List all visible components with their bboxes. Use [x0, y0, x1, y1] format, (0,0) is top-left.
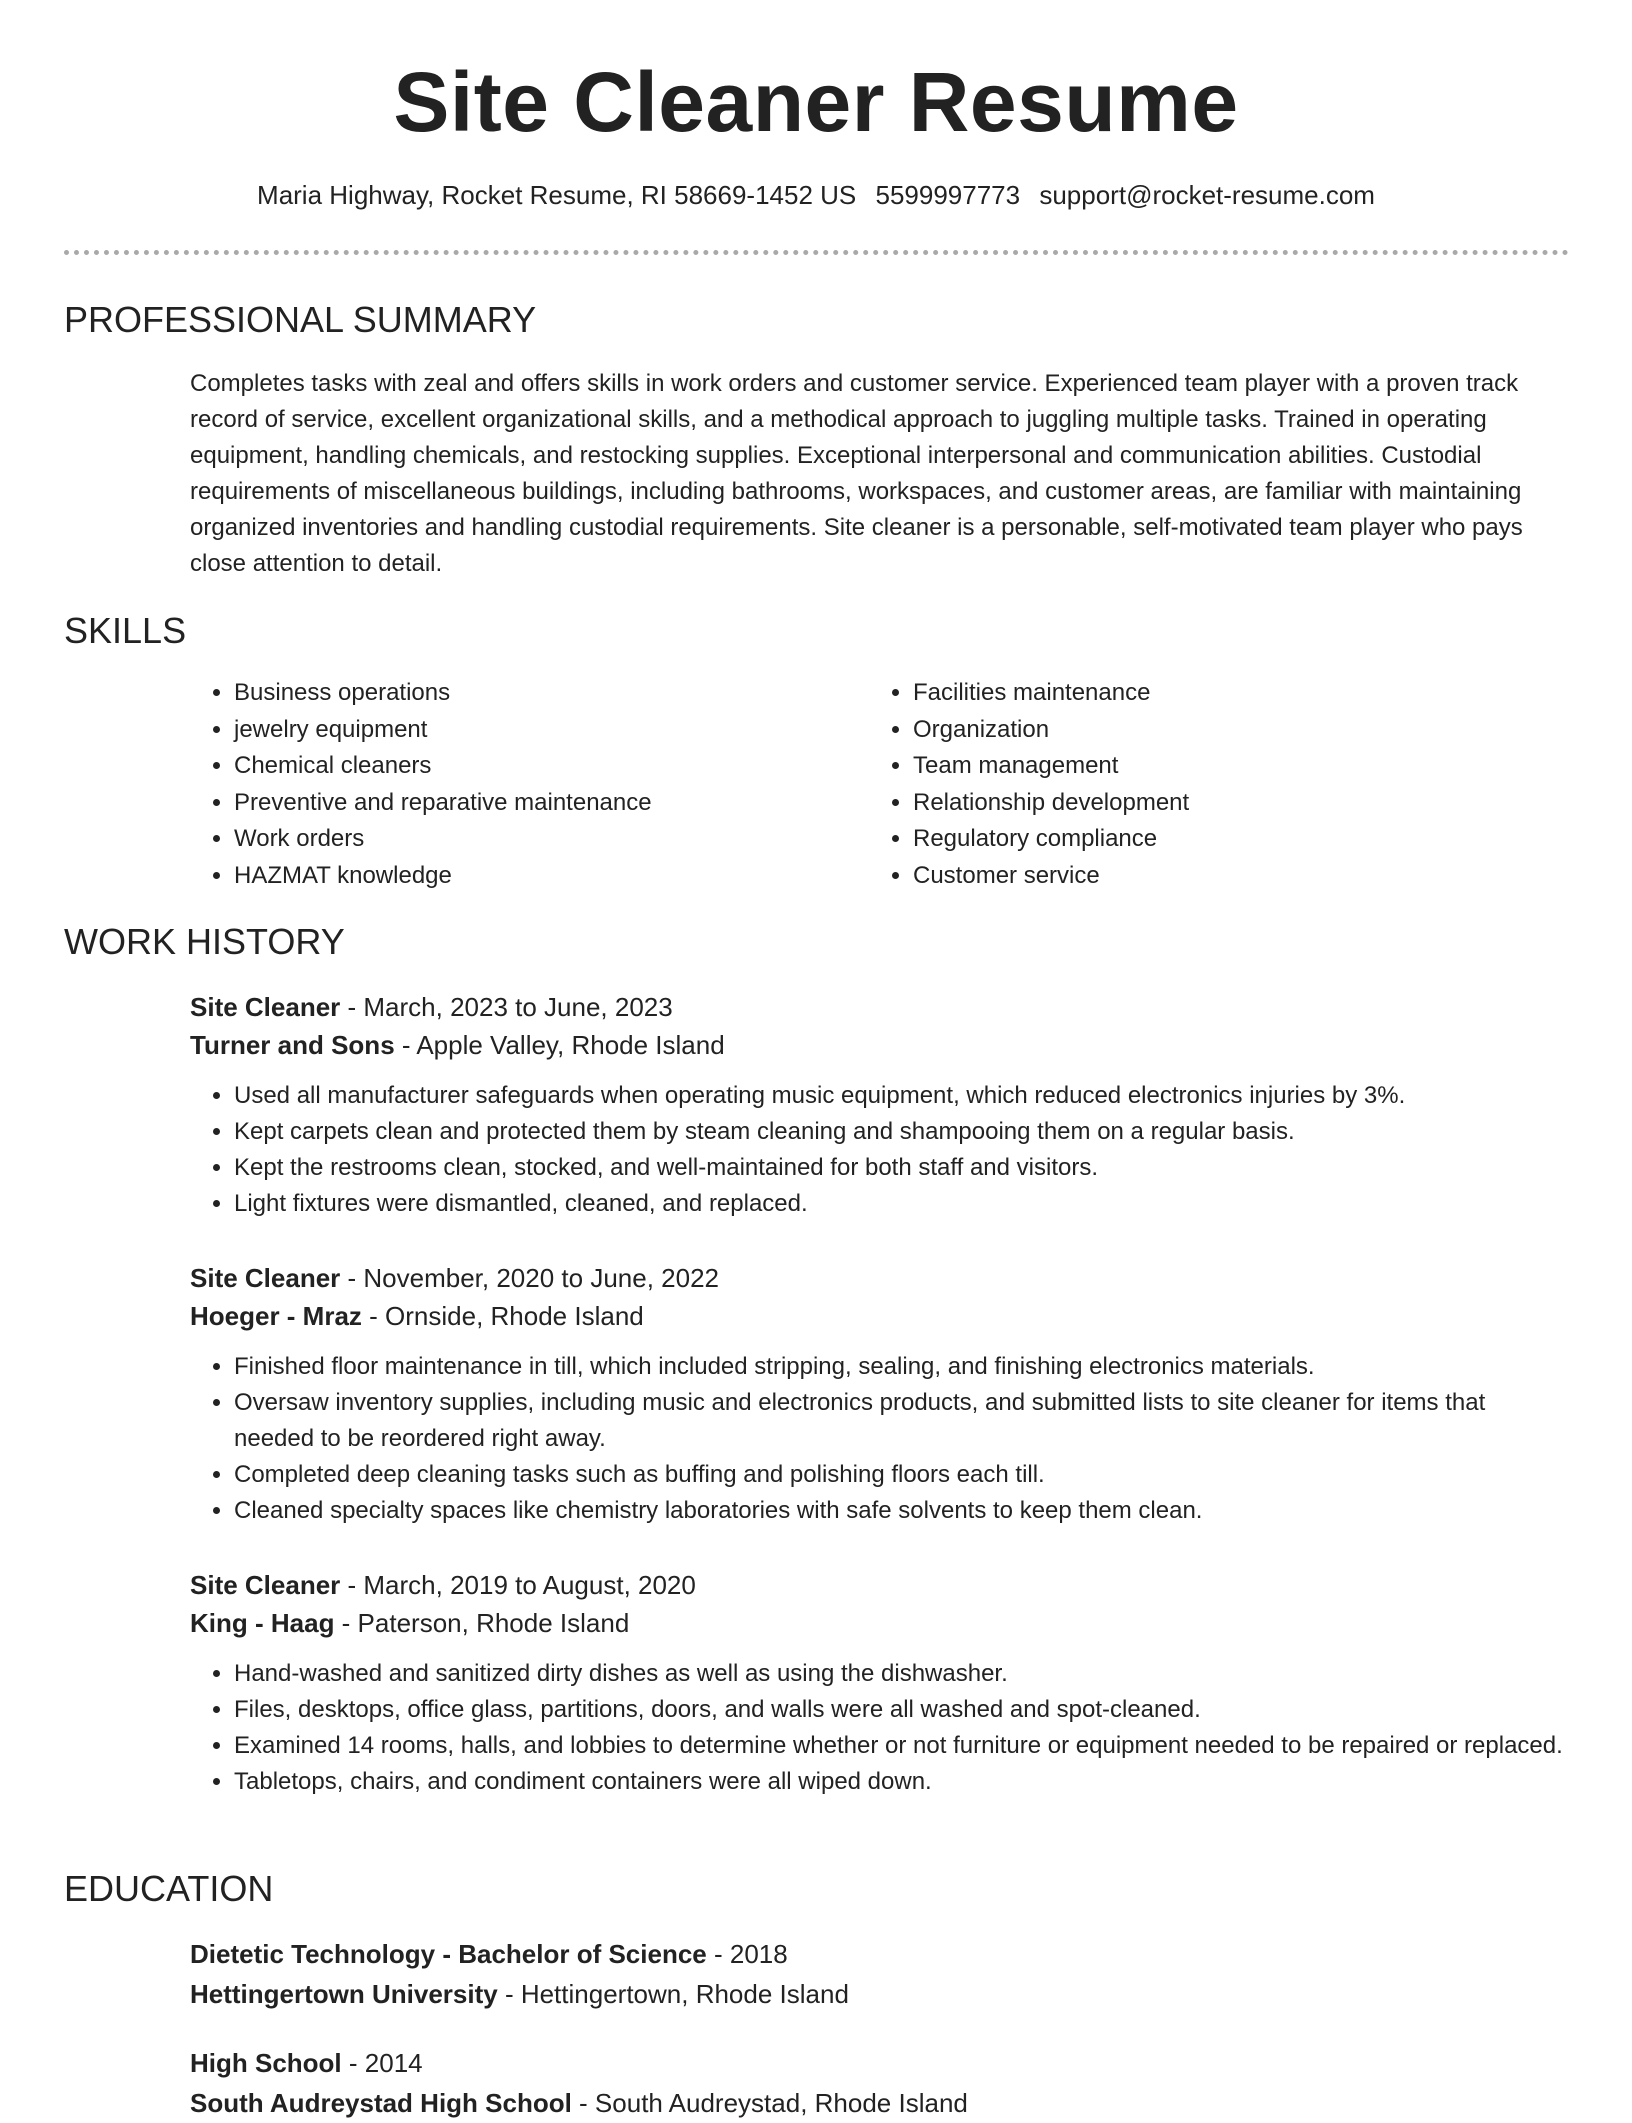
education-school-line [190, 1974, 1570, 2014]
job-bullet: • Cleaned specialty spaces like chemistry laboratories with safe solvents to keep them clean. [234, 1493, 1570, 1529]
job-location: - Paterson, Rhode Island [334, 1608, 630, 1638]
job-entry [190, 1259, 1570, 1529]
skill-item: • Customer service [913, 858, 1189, 895]
education-degree-line [190, 1934, 1570, 1974]
job-dates: - March, 2019 to August, 2020 [340, 1570, 696, 1600]
job-dates: - November, 2020 to June, 2022 [340, 1263, 719, 1293]
education-school-line [190, 2083, 1570, 2123]
skill-item: • Chemical cleaners [234, 748, 652, 785]
job-bullet: • Light fixtures were dismantled, cleaned, and replaced. [234, 1186, 1570, 1222]
job-title-line [190, 1566, 1570, 1604]
job-company-line [190, 1604, 1570, 1642]
job-title: Site Cleaner [190, 1570, 341, 1600]
job-company-line [190, 1297, 1570, 1335]
skill-item: • Team management [913, 748, 1189, 785]
contact-address: Maria Highway, Rocket Resume, RI 58669-1452 US [257, 180, 857, 210]
job-location: - Ornside, Rhode Island [361, 1301, 644, 1331]
education-location: - South Audreystad, Rhode Island [571, 2088, 968, 2118]
job-bullet: • Files, desktops, office glass, partitions, doors, and walls were all washed and spot-cleaned. [234, 1692, 1570, 1728]
education-entry [190, 1934, 1570, 2014]
job-bullet: • Kept the restrooms clean, stocked, and well-maintained for both staff and visitors. [234, 1150, 1570, 1186]
contact-line [0, 180, 1632, 211]
job-dates: - March, 2023 to June, 2023 [340, 992, 673, 1022]
job-bullet: • Used all manufacturer safeguards when operating music equipment, which reduced electronics injuries by 3%. [234, 1078, 1570, 1114]
skills-list-left [190, 675, 652, 895]
job-company-line [190, 1026, 1570, 1064]
education-location: - Hettingertown, Rhode Island [497, 1979, 849, 2009]
skill-item: • Business operations [234, 675, 652, 712]
education-degree-line [190, 2043, 1570, 2083]
skill-item: • Relationship development [913, 785, 1189, 822]
skill-item: • Preventive and reparative maintenance [234, 785, 652, 822]
skill-item: • HAZMAT knowledge [234, 858, 652, 895]
job-bullet: • Finished floor maintenance in till, which included stripping, sealing, and finishing electronics materials. [234, 1349, 1570, 1385]
job-bullet: • Tabletops, chairs, and condiment containers were all wiped down. [234, 1764, 1570, 1800]
resume-title: Site Cleaner Resume [393, 55, 1239, 149]
job-title-line [190, 1259, 1570, 1297]
summary-text: Completes tasks with zeal and offers skills in work orders and customer service. Experienced team player with a proven track record of service, excellent organizational skills, and a methodical approach to juggling multiple tasks. Trained in operating equipment, handling chemicals, and restocking supplies. Exceptional interpersonal and communication abilities. Custodial requirements of miscellaneous buildings, including bathrooms, workspaces, and customer areas, are familiar with maintaining organized inventories and handling custodial requirements. Site cleaner is a personable, self-motivated team player who pays close attention to detail. [190, 370, 1523, 577]
job-title: Site Cleaner [190, 992, 341, 1022]
job-location: - Apple Valley, Rhode Island [394, 1030, 725, 1060]
job-entry [190, 988, 1570, 1222]
job-company: King - Haag [190, 1608, 335, 1638]
education-year: - 2018 [706, 1939, 788, 1969]
job-bullets [190, 1349, 1570, 1529]
job-bullet: • Kept carpets clean and protected them by steam cleaning and shampooing them on a regular basis. [234, 1114, 1570, 1150]
job-bullet: • Oversaw inventory supplies, including music and electronics products, and submitted lists to site cleaner for items that needed to be reordered right away. [234, 1385, 1570, 1457]
job-entry [190, 1566, 1570, 1800]
education-school: South Audreystad High School [190, 2088, 572, 2118]
skill-item: • Regulatory compliance [913, 821, 1189, 858]
work-history-heading: WORK HISTORY [64, 921, 345, 962]
skill-item: • Work orders [234, 821, 652, 858]
job-title: Site Cleaner [190, 1263, 341, 1293]
job-title-line [190, 988, 1570, 1026]
job-bullet: • Completed deep cleaning tasks such as buffing and polishing floors each till. [234, 1457, 1570, 1493]
skill-item: • Organization [913, 712, 1189, 749]
skills-list-right [869, 675, 1189, 895]
skill-item: • Facilities maintenance [913, 675, 1189, 712]
job-bullet: • Hand-washed and sanitized dirty dishes as well as using the dishwasher. [234, 1656, 1570, 1692]
job-bullets [190, 1078, 1570, 1222]
contact-email: support@rocket-resume.com [1039, 180, 1375, 210]
education-degree: Dietetic Technology - Bachelor of Science [190, 1939, 707, 1969]
job-company: Turner and Sons [190, 1030, 395, 1060]
job-company: Hoeger - Mraz [190, 1301, 362, 1331]
education-degree: High School [190, 2048, 342, 2078]
education-year: - 2014 [341, 2048, 423, 2078]
education-school: Hettingertown University [190, 1979, 498, 2009]
skills-heading: SKILLS [64, 610, 187, 651]
education-entry [190, 2043, 1570, 2123]
job-bullet: • Examined 14 rooms, halls, and lobbies to determine whether or not furniture or equipment needed to be repaired or replaced. [234, 1728, 1570, 1764]
contact-phone: 5599997773 [875, 180, 1021, 210]
summary-heading: PROFESSIONAL SUMMARY [64, 299, 537, 340]
education-heading: EDUCATION [64, 1868, 274, 1909]
header-divider [64, 250, 1569, 255]
skill-item: • jewelry equipment [234, 712, 652, 749]
job-bullets [190, 1656, 1570, 1800]
